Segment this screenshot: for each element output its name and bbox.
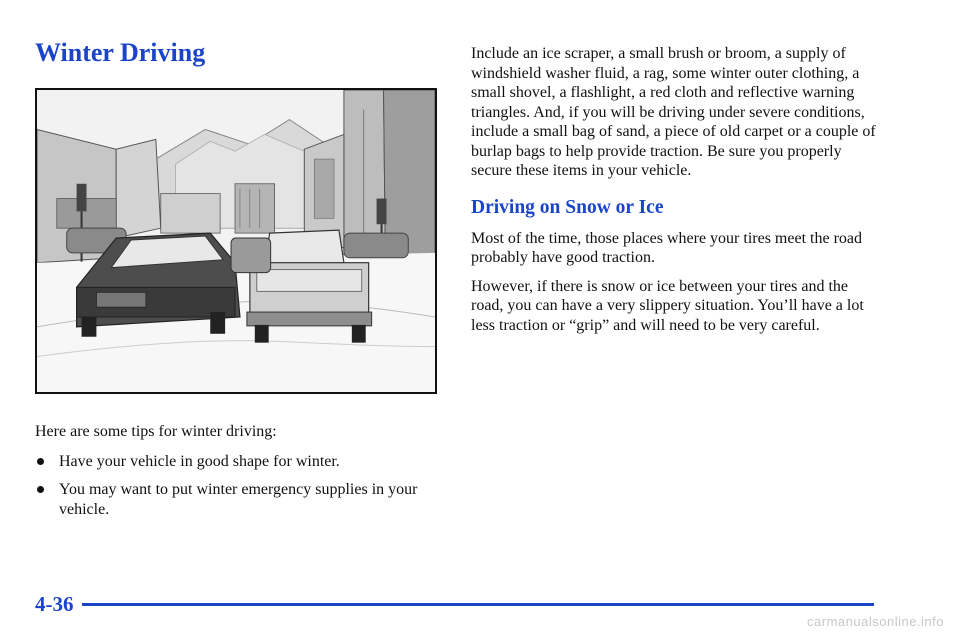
watermark: carmanualsonline.info [807, 614, 944, 629]
list-item-text: Have your vehicle in good shape for winter. [59, 452, 340, 470]
left-column [35, 422, 435, 528]
section-heading: Driving on Snow or Ice [471, 196, 664, 218]
supplies-paragraph: Include an ice scraper, a small brush or broom, a supply of windshield washer fluid, a rag, some winter outer clothing, a small shovel, a flashlight, a red cloth and reflective warning triangles. And, if you will be driving under severe conditions, include a small bag of sand, a piece of old carpet or a couple of burlap bags to help provide traction. Be sure you properly secure these items in your vehicle. [471, 45, 876, 179]
list-item [35, 480, 435, 519]
page-title: Winter Driving [35, 38, 206, 67]
right-column [471, 44, 881, 344]
body-paragraph: However, if there is snow or ice between your tires and the road, you can have a very slippery situation. You’ll have a lot less traction or “grip” and will need to be very careful. [471, 277, 864, 334]
list-item [35, 452, 435, 472]
winter-street-illustration [35, 88, 437, 394]
snowy-street-drawing [37, 90, 435, 392]
body-paragraph: Most of the time, those places where your tires meet the road probably have good traction. [471, 229, 862, 266]
bullet-icon [37, 458, 44, 465]
tips-list [35, 452, 435, 520]
intro-text: Here are some tips for winter driving: [35, 423, 277, 440]
list-item-text: You may want to put winter emergency supplies in your vehicle. [59, 481, 418, 518]
page-number: 4-36 [35, 592, 74, 616]
bullet-icon [37, 486, 44, 493]
footer-rule [82, 603, 874, 606]
